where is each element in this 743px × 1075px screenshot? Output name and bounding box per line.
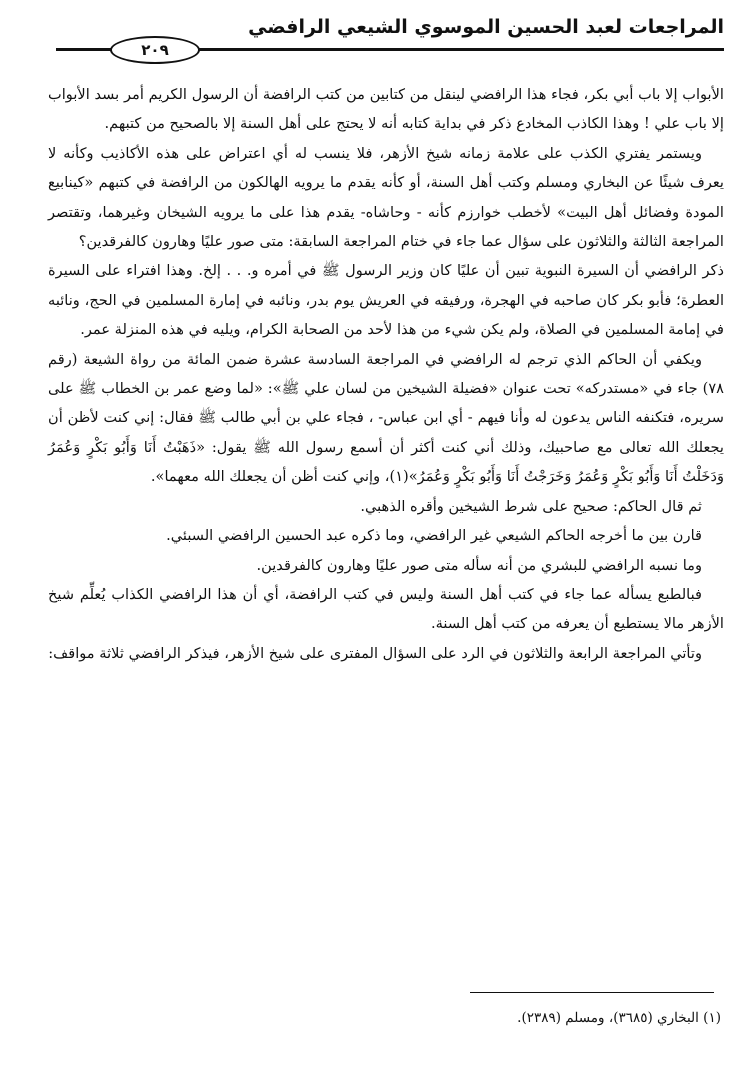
paragraph: الأبواب إلا باب أبي بكر، فجاء هذا الرافضي لينقل من كتابين من كتب الرافضة أن الرسول الكريم أمر بسد الأبواب إلا باب علي ! وهذا الكاذب المخادع ذكر في بداية كتابه أنه لا يحتج على أهل السنة إلا بالصحيح من كتبهم. — [48, 86, 724, 133]
paragraph: قارن بين ما أخرجه الحاكم الشيعي غير الرافضي، وما ذكره عبد الحسين الرافضي السبئي. — [166, 527, 702, 545]
paragraph: وتأتي المراجعة الرابعة والثلاثون في الرد على السؤال المفترى على شيخ الأزهر، فيذكر الرافضي ثلاثة مواقف: — [48, 644, 702, 662]
paragraph: ثم قال الحاكم: صحيح على شرط الشيخين وأقره الذهبي. — [360, 497, 702, 515]
paragraph: ويستمر يفتري الكذب على علامة زمانه شيخ الأزهر، فلا ينسب له أي اعتراض على هذه الأكاذيب وكأنه لا يعرف شيئًا عن البخاري ومسلم وكتب أهل السنة، أو كأنه يقدم ما يرويه الهالكون من الرافضة في كتبهم «كينابيع المودة وفضائل أهل البيت» لأخطب خوارزم كأنه - وحاشاه- يقدم هذا على ما يرويه الشيخان وغيرهما، وتقتصر المراجعة الثالثة والثلاثون على سؤال عما جاء في ختام المراجعة السابقة: متى صور عليًا وهارون كالفرقدين؟ — [48, 144, 724, 251]
paragraph: فبالطبع يسأله عما جاء في كتب أهل السنة وليس في كتب الرافضة، أي أن هذا الرافضي الكذاب يُعلِّم شيخ الأزهر مالا يستطيع أن يعرفه من كتب أهل السنة. — [48, 585, 724, 633]
running-title: المراجعات لعبد الحسين الموسوي الشيعي الرافضي — [248, 16, 724, 38]
footnote-rule — [470, 992, 714, 993]
paragraph: ويكفي أن الحاكم الذي ترجم له الرافضي في المراجعة السادسة عشرة ضمن المائة من رواة الشيعة (رقم ٧٨) جاء في «مستدركه» تحت عنوان «فضيلة الشيخين من لسان علي ﷺ»: «لما وضع عمر بن الخطاب ﷺ على سريره، فتكنفه الناس يدعون له وأنا فيهم - أي ابن عباس- ، فجاء علي بن أبي طالب ﷺ فقال: إني كنت لأظن أن يجعلك الله تعالى مع صاحبيك، وذلك أني كنت أكثر أن أسمع رسول الله ﷺ يقول: «ذَهَبْتُ أَنَا وَأَبُو بَكْرٍ وَعُمَرُ وَدَخَلْتُ أَنَا وَأَبُو بَكْرٍ وَعُمَرُ وَخَرَجْتُ أَنَا وَأَبُو بَكْرٍ وَعُمَرُ»(١)، وإني كنت أظن أن يجعلك الله معهما». — [48, 350, 724, 486]
body-text — [48, 80, 724, 668]
page-header — [56, 8, 724, 66]
footnote: (١) البخاري (٣٦٨٥)، ومسلم (٢٣٨٩). — [517, 1010, 721, 1026]
paragraph: ذكر الرافضي أن السيرة النبوية تبين أن عليًا كان وزير الرسول ﷺ في أمره و. . . إلخ. وهذا افتراء على السيرة العطرة؛ فأبو بكر كان صاحبه في الهجرة، ورفيقه في العريش يوم بدر، ونائبه في إمارة المسلمين في الحج، ونائبه في إمامة المسلمين في الصلاة، ولم يكن شيء من هذا لأحد من الصحابة الكرام، ويليه في هذه المنزلة عمر. — [48, 262, 724, 339]
paragraph: وما نسبه الرافضي للبشري من أنه سأله متى صور عليًا وهارون كالفرقدين. — [256, 556, 702, 574]
page-number: ٢٠٩ — [110, 36, 200, 64]
